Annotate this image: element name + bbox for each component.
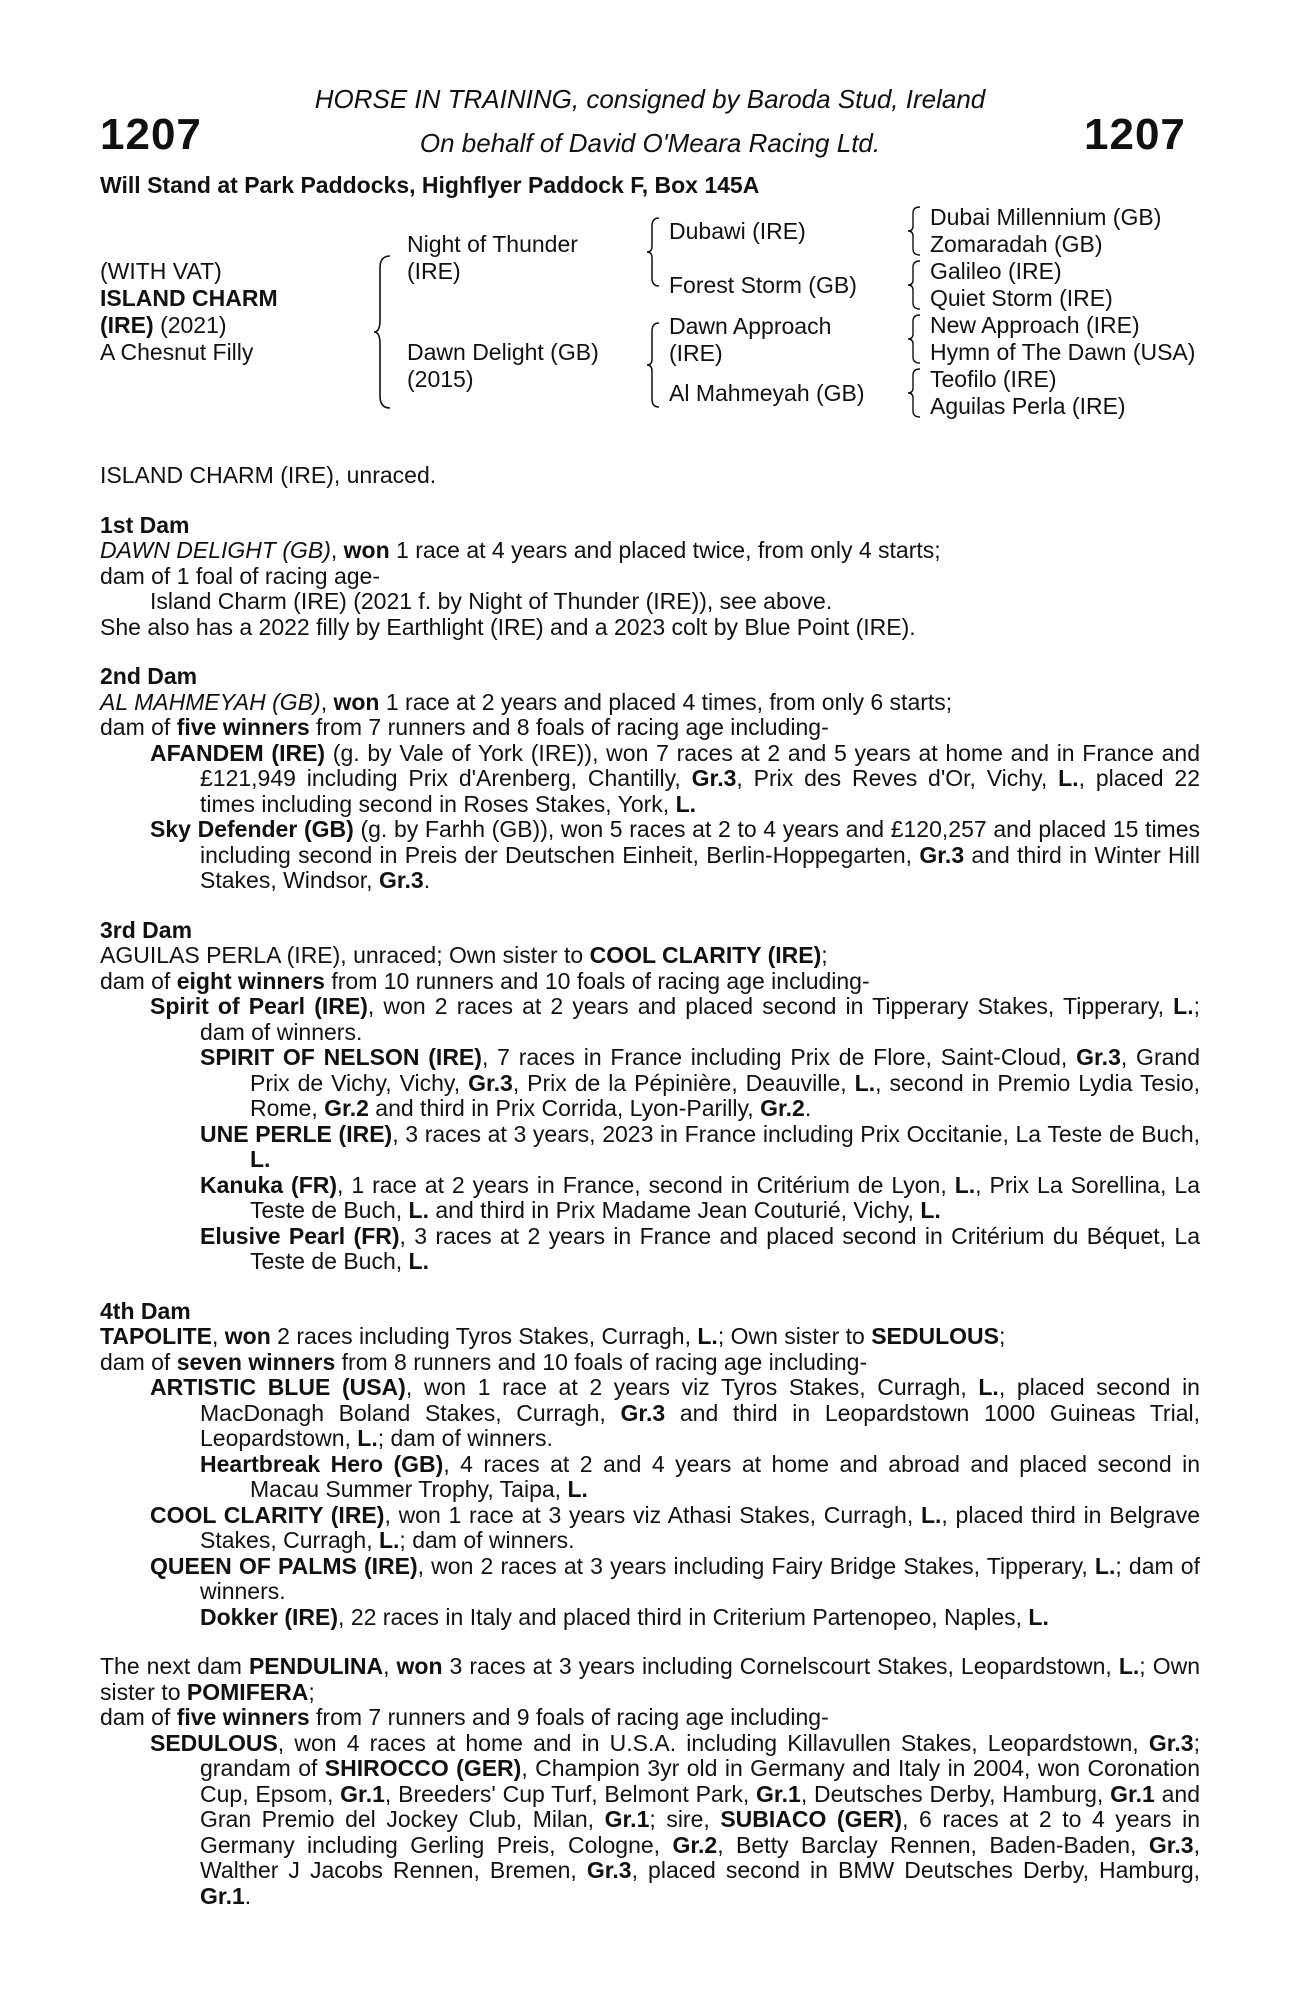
listed-label: L.: [567, 1476, 588, 1502]
text: .: [244, 1882, 252, 1909]
progeny-afandem: [100, 741, 1200, 818]
text: ;: [821, 942, 828, 968]
sire-dam: Forest Storm (GB): [669, 272, 857, 298]
section-heading: 4th Dam: [100, 1297, 191, 1324]
dam-name: DAWN DELIGHT (GB): [100, 537, 331, 563]
horse-name: COOL CLARITY (IRE): [589, 942, 822, 968]
listed-label: L.: [854, 1069, 876, 1096]
third-dam-record: [100, 943, 1200, 969]
text: , second in Premio Lydia Tesio, Rome,: [250, 1069, 1201, 1121]
horse-name: COOL CLARITY (IRE): [150, 1501, 385, 1528]
first-dam-section: [100, 513, 1200, 641]
text: , won 4 races at home and in U.S.A. including Killavullen Stakes, Leopardstown,: [277, 1729, 1149, 1756]
text: , placed second in BMW Deutsches Derby, Hamburg,: [631, 1857, 1200, 1883]
text: ;: [998, 1323, 1006, 1349]
text: ; sire,: [649, 1806, 721, 1832]
text: (g. by Vale of York (IRE)), won 7 races at 2 and 5 years at home and in France and £121,949 including Prix d'Arenberg, Chantilly,: [200, 739, 1200, 791]
brace-sire-parents: [645, 216, 661, 288]
dam-dam: Al Mahmeyah (GB): [669, 380, 865, 406]
progeny-heartbreak-hero: [100, 1452, 1200, 1503]
listed-label: L.: [954, 1171, 976, 1198]
horse-name: TAPOLITE: [100, 1323, 213, 1349]
progeny-elusive-pearl: [100, 1224, 1200, 1275]
horse-country: (IRE): [100, 312, 154, 338]
text: , placed third in Belgrave Stakes, Curragh,: [200, 1501, 1201, 1553]
horse-name: Dokker (IRE): [200, 1603, 339, 1630]
text: 3 races at 3 years including Cornelscourt Stakes, Leopardstown,: [442, 1653, 1119, 1679]
horse-year: (2021): [160, 312, 227, 338]
progeny-cool-clarity: [100, 1503, 1200, 1554]
won-label: won: [396, 1653, 443, 1679]
grade-label: Gr.3: [586, 1857, 632, 1883]
grade-label: Gr.1: [200, 1882, 245, 1909]
horse-name: SUBIACO (GER): [720, 1806, 903, 1832]
listed-label: L.: [675, 790, 697, 817]
grade-label: Gr.3: [378, 867, 424, 893]
grade-label: Gr.3: [468, 1069, 513, 1096]
progeny-sedulous: [100, 1731, 1200, 1910]
text: ; dam of winners.: [200, 1552, 1200, 1604]
listed-label: L.: [1058, 765, 1079, 791]
third-dam-produce: [100, 969, 1200, 995]
text: , Betty Barclay Rennen, Baden-Baden,: [717, 1831, 1149, 1858]
won-label: won: [333, 688, 380, 715]
text: The next dam: [100, 1653, 249, 1679]
text: , 3 races at 3 years, 2023 in France including Prix Occitanie, La Teste de Buch,: [392, 1120, 1201, 1147]
progeny-queen-of-palms: [100, 1554, 1200, 1605]
brace-g12: [906, 205, 922, 257]
listed-label: L.: [920, 1501, 942, 1528]
text: , 4 races at 2 and 4 years at home and abroad and placed second in Macau Summer Trophy, Taipa,: [250, 1450, 1200, 1502]
gg-6: Hymn of The Dawn (USA): [930, 339, 1196, 365]
text: ; dam of winners.: [377, 1425, 553, 1451]
stand-location: Will Stand at Park Paddocks, Highflyer Paddock F, Box 145A: [100, 172, 760, 198]
second-dam-record: AL MAHMEYAH (GB), won 1 race at 2 years and placed 4 times, from only 6 starts;: [100, 688, 953, 715]
horse-name: Heartbreak Hero (GB): [200, 1450, 444, 1477]
gg-2: Zomaradah (GB): [930, 231, 1103, 257]
grade-label: Gr.1: [756, 1780, 801, 1807]
text: dam of: [100, 1704, 177, 1730]
listed-label: L.: [1173, 993, 1194, 1019]
second-dam-produce: [100, 715, 1200, 741]
first-dam-foals: dam of 1 foal of racing age-: [100, 562, 380, 589]
text: , Prix des Reves d'Or, Vichy,: [736, 765, 1059, 791]
brace-g56: [906, 313, 922, 365]
dam-name: Dawn Delight (GB): [407, 339, 599, 365]
progeny-spirit-of-nelson: [100, 1045, 1200, 1122]
sire-sire: Dubawi (IRE): [669, 218, 806, 244]
winners-count: eight winners: [176, 967, 325, 994]
fourth-dam-produce: [100, 1350, 1200, 1376]
winners-count: seven winners: [176, 1348, 336, 1375]
grade-label: Gr.3: [1148, 1729, 1194, 1756]
next-dam-record: The next dam PENDULINA, won 3 races at 3 years including Cornelscourt Stakes, Leopardstown, L.; Own sister to POMIFERA;: [100, 1653, 1200, 1705]
text: , 22 races in Italy and placed third in Criterium Partenopeo, Naples,: [338, 1603, 1029, 1630]
text: ; Own sister to: [100, 1653, 1200, 1705]
text: , won 1 race at 2 years viz Tyros Stakes, Curragh,: [405, 1374, 979, 1400]
horse-name: ISLAND CHARM: [100, 285, 278, 311]
text: 2 races including Tyros Stakes, Curragh,: [270, 1323, 698, 1349]
horse-name: Kanuka (FR): [200, 1171, 338, 1198]
fourth-dam-record: TAPOLITE, won 2 races including Tyros Stakes, Curragh, L.; Own sister to SEDULOUS;: [100, 1323, 1006, 1349]
horse-description: A Chesnut Filly: [100, 339, 254, 365]
won-label: won: [343, 537, 390, 563]
next-dam-produce: [100, 1705, 1200, 1731]
text: and Gran Premio del Jockey Club, Milan,: [200, 1780, 1200, 1832]
grade-label: Gr.1: [1110, 1780, 1155, 1807]
winners-count: five winners: [176, 714, 310, 740]
text: .: [804, 1095, 812, 1121]
third-dam-section: [100, 918, 1200, 1275]
fourth-dam-section: [100, 1299, 1200, 1631]
text: dam of: [100, 1348, 177, 1375]
horse-name: SEDULOUS: [150, 1729, 278, 1756]
text: , won 2 races at 2 years and placed second in Tipperary Stakes, Tipperary,: [367, 993, 1174, 1019]
progeny-artistic-blue: [100, 1375, 1200, 1452]
text: from 7 runners and 8 foals of racing age including-: [309, 714, 829, 740]
horse-name: PENDULINA: [248, 1653, 384, 1679]
grade-label: Gr.3: [1148, 1831, 1194, 1858]
race-record: 1 race at 4 years and placed twice, from only 4 starts;: [389, 537, 941, 563]
text: AGUILAS PERLA (IRE), unraced; Own sister to: [100, 942, 590, 968]
grade-label: Gr.3: [691, 765, 737, 791]
text: , Prix La Sorellina, La Teste de Buch,: [250, 1171, 1200, 1223]
sire-country: (IRE): [407, 258, 461, 284]
horse-name: POMIFERA: [186, 1678, 309, 1705]
horse-name: SHIROCCO (GER): [324, 1755, 522, 1781]
progeny-kanuka: [100, 1173, 1200, 1224]
text: , 6 races at 2 to 4 years in Germany including Gerling Preis, Cologne,: [200, 1806, 1200, 1858]
catalogue-body: [100, 463, 1200, 1909]
grade-label: Gr.1: [604, 1806, 650, 1832]
gg-5: New Approach (IRE): [930, 312, 1140, 338]
horse-name: UNE PERLE (IRE): [200, 1120, 393, 1147]
listed-label: L.: [920, 1197, 941, 1223]
horse-origin: [100, 312, 227, 339]
brace-g34: [906, 259, 922, 311]
listed-label: L.: [357, 1425, 378, 1451]
text: , Prix de la Pépinière, Deauville,: [512, 1069, 855, 1096]
lot-number-left: 1207: [100, 110, 202, 159]
vat-note: (WITH VAT): [100, 258, 222, 284]
text: , won 2 races at 3 years including Fairy Bridge Stakes, Tipperary,: [417, 1552, 1095, 1579]
text: , Grand Prix de Vichy, Vichy,: [250, 1044, 1200, 1096]
grade-label: Gr.3: [620, 1399, 666, 1426]
listed-label: L.: [378, 1527, 400, 1553]
text: , 1 race at 2 years in France, second in Critérium de Lyon,: [337, 1171, 955, 1198]
lot-number-right: 1207: [1084, 110, 1186, 159]
race-record: 1 race at 2 years and placed 4 times, from only 6 starts;: [379, 688, 953, 715]
horse-name: AFANDEM (IRE): [150, 739, 326, 766]
text: , Breeders' Cup Turf, Belmont Park,: [384, 1780, 757, 1807]
text: and third in Leopardstown 1000 Guineas Trial, Leopardstown,: [200, 1399, 1200, 1451]
progeny-dokker: [100, 1605, 1200, 1631]
grade-label: Gr.3: [1076, 1044, 1121, 1070]
first-dam-younger: She also has a 2022 filly by Earthlight (IRE) and a 2023 colt by Blue Point (IRE).: [100, 613, 916, 640]
brace-dam-parents: [645, 321, 661, 409]
listed-label: L.: [250, 1146, 271, 1172]
text: , placed 22 times including second in Roses Stakes, York,: [200, 765, 1201, 817]
text: ;: [308, 1678, 315, 1705]
section-heading: 3rd Dam: [100, 916, 193, 943]
gg-3: Galileo (IRE): [930, 258, 1062, 284]
text: ; dam of winners.: [200, 993, 1200, 1045]
winners-count: five winners: [176, 1704, 310, 1730]
text: from 8 runners and 10 foals of racing age including-: [335, 1348, 868, 1375]
next-dam-section: [100, 1654, 1200, 1909]
intro-line: ISLAND CHARM (IRE), unraced.: [100, 462, 437, 488]
text: .: [423, 867, 431, 893]
text: from 7 runners and 9 foals of racing age including-: [309, 1704, 829, 1730]
dam-sire: Dawn Approach: [669, 313, 832, 339]
grade-label: Gr.2: [672, 1831, 718, 1858]
text: , 7 races in France including Prix de Flore, Saint-Cloud,: [481, 1044, 1077, 1070]
text: from 10 runners and 10 foals of racing age including-: [324, 967, 870, 994]
second-dam-section: [100, 664, 1200, 894]
dam-year: (2015): [407, 366, 474, 392]
text: ; Own sister to: [717, 1323, 872, 1349]
listed-label: L.: [697, 1323, 718, 1349]
grade-label: Gr.2: [760, 1095, 805, 1121]
horse-name: ARTISTIC BLUE (USA): [150, 1374, 406, 1400]
text: dam of: [100, 967, 177, 994]
text: and third in Prix Corrida, Lyon-Parilly,: [368, 1095, 761, 1121]
text: , Champion 3yr old in Germany and Italy in 2004, won Coronation Cup, Epsom,: [200, 1755, 1200, 1807]
horse-name: QUEEN OF PALMS (IRE): [150, 1552, 418, 1579]
text: dam of: [100, 714, 177, 740]
text: and third in Winter Hill Stakes, Windsor,: [200, 841, 1200, 893]
grade-label: Gr.1: [340, 1780, 385, 1807]
sire-name: Night of Thunder: [407, 231, 578, 257]
grade-label: Gr.3: [919, 841, 965, 868]
listed-label: L.: [1094, 1552, 1116, 1579]
horse-name: Elusive Pearl (FR): [200, 1222, 400, 1249]
horse-name: Spirit of Pearl (IRE): [150, 993, 368, 1019]
text: , Walther J Jacobs Rennen, Bremen,: [200, 1831, 1200, 1883]
text: , Deutsches Derby, Hamburg,: [800, 1780, 1111, 1807]
listed-label: L.: [408, 1197, 429, 1223]
dam-sire-country: (IRE): [669, 340, 723, 366]
horse-name: SPIRIT OF NELSON (IRE): [200, 1044, 482, 1070]
horse-name: SEDULOUS: [871, 1323, 999, 1349]
on-behalf-line: On behalf of David O'Meara Racing Ltd.: [419, 128, 881, 158]
section-heading: 2nd Dam: [100, 663, 198, 689]
gg-1: Dubai Millennium (GB): [930, 204, 1162, 230]
text: , 3 races at 2 years in France and placed second in Critérium du Béquet, La Teste de Buch,: [250, 1222, 1200, 1274]
brace-sire-dam: [372, 254, 394, 410]
horse-name: Sky Defender (GB): [150, 816, 354, 842]
progeny-une-perle: [100, 1122, 1200, 1173]
text: and third in Prix Madame Jean Couturié, Vichy,: [429, 1197, 921, 1223]
text: ; grandam of: [200, 1729, 1200, 1781]
first-dam-foal: Island Charm (IRE) (2021 f. by Night of Thunder (IRE)), see above.: [150, 588, 833, 614]
text: , placed second in MacDonagh Boland Stakes, Curragh,: [200, 1374, 1200, 1426]
text: (g. by Farhh (GB)), won 5 races at 2 to 4 years and £120,257 and placed 15 times including second in Preis der Deutschen Einheit, Berlin-Hoppegarten,: [200, 816, 1201, 868]
text: ; dam of winners.: [399, 1527, 575, 1553]
first-dam-record: DAWN DELIGHT (GB), won 1 race at 4 years and placed twice, from only 4 starts;: [100, 537, 941, 563]
listed-label: L.: [408, 1248, 429, 1274]
listed-label: L.: [1028, 1603, 1049, 1630]
won-label: won: [224, 1323, 271, 1349]
gg-8: Aguilas Perla (IRE): [930, 393, 1126, 419]
listed-label: L.: [978, 1374, 999, 1400]
progeny-sky-defender: [100, 817, 1200, 894]
text: , won 1 race at 3 years viz Athasi Stakes, Curragh,: [384, 1501, 921, 1528]
grade-label: Gr.2: [324, 1095, 369, 1121]
gg-7: Teofilo (IRE): [930, 366, 1057, 392]
section-heading: 1st Dam: [100, 511, 190, 538]
progeny-spirit-of-pearl: [100, 994, 1200, 1045]
brace-g78: [906, 367, 922, 419]
dam-name: AL MAHMEYAH (GB): [100, 688, 321, 715]
gg-4: Quiet Storm (IRE): [930, 285, 1113, 311]
consignor-line: HORSE IN TRAINING, consigned by Baroda Stud, Ireland: [314, 84, 986, 114]
listed-label: L.: [1118, 1653, 1140, 1679]
